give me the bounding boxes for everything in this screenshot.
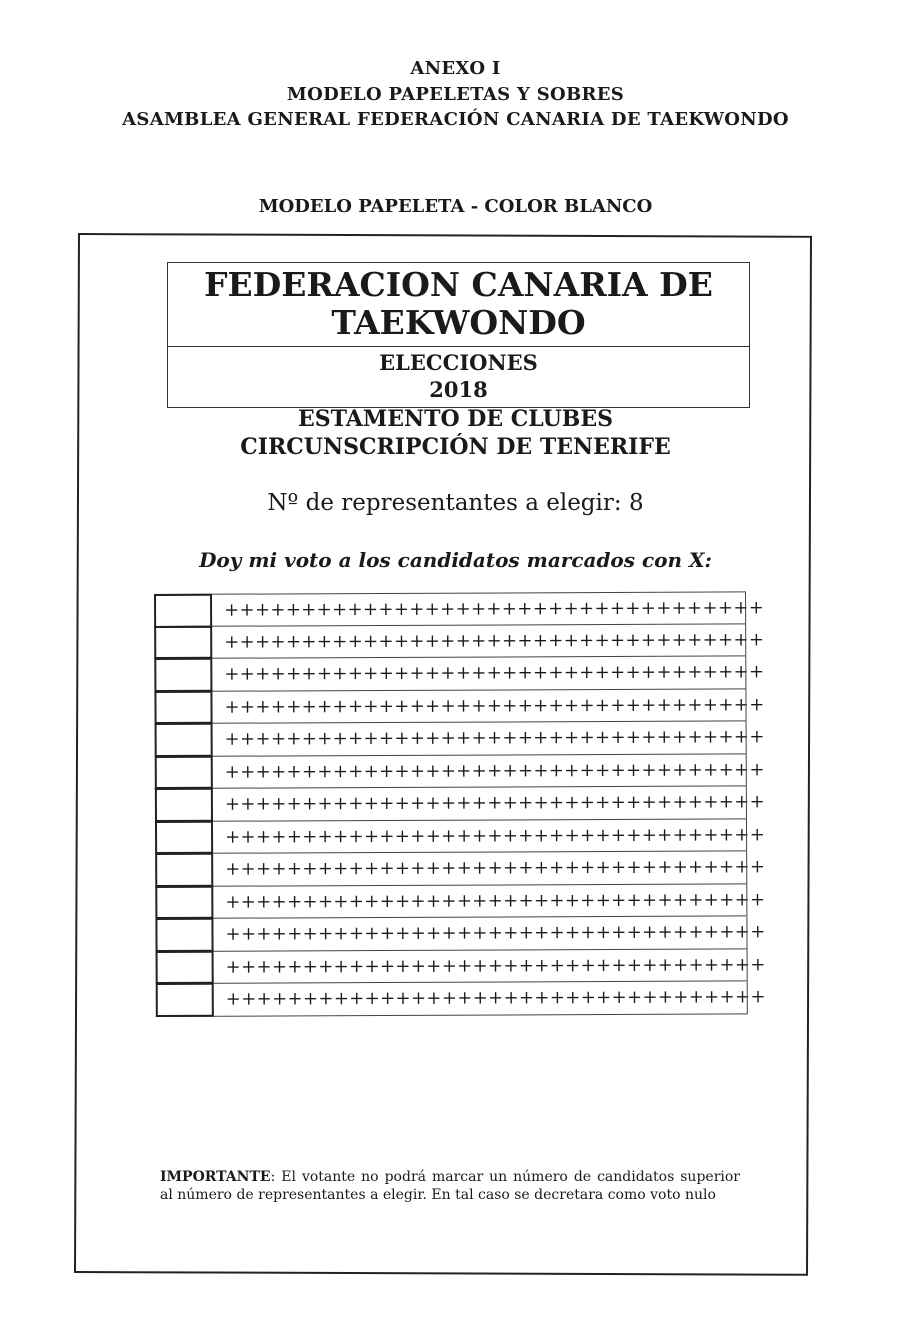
candidate-checkbox[interactable] [155,885,213,919]
federation-name [168,266,749,347]
assembly-title: ASAMBLEA GENERAL FEDERACIÓN CANARIA DE TAEKWONDO [122,109,789,130]
row-border [747,981,748,1013]
representatives-count: Nº de representantes a elegir: 8 [267,490,644,516]
candidate-checkbox[interactable] [154,690,212,724]
candidate-row [154,656,765,691]
row-border [747,949,748,981]
candidate-row [155,819,766,854]
row-border [746,884,747,916]
row-border [745,592,746,623]
row-border [746,754,747,786]
candidate-name: +++++++++++++++++++++++++++++++++++ [224,597,765,621]
candidate-name: +++++++++++++++++++++++++++++++++++ [224,758,765,783]
candidate-row [154,689,765,724]
circunscripcion-label: CIRCUNSCRIPCIÓN DE TENERIFE [240,434,671,460]
row-border [746,851,747,883]
candidate-name: +++++++++++++++++++++++++++++++++++ [225,953,766,978]
candidate-name: +++++++++++++++++++++++++++++++++++ [224,661,765,685]
row-border [746,819,747,851]
elections-block [168,349,749,403]
row-border [746,786,747,818]
federation-name-line1: FEDERACION CANARIA DE [204,265,713,304]
candidate-checkbox[interactable] [156,950,214,984]
ballot-title-box [167,262,750,408]
candidate-name: +++++++++++++++++++++++++++++++++++ [225,888,766,913]
candidate-row [155,884,766,919]
candidate-row [156,949,766,984]
vote-instruction: Doy mi voto a los candidatos marcados con X: [199,548,712,572]
annex-title: ANEXO I [410,58,501,79]
row-border [745,624,746,656]
candidate-row [155,786,766,821]
candidate-row [155,754,765,789]
important-notice [160,1168,740,1204]
candidate-checkbox[interactable] [155,820,213,854]
row-border [745,689,746,721]
row-border [746,721,747,753]
candidate-checkbox[interactable] [154,625,212,659]
candidate-name: +++++++++++++++++++++++++++++++++++ [224,791,766,815]
candidate-row [154,624,765,659]
candidate-name: +++++++++++++++++++++++++++++++++++ [225,921,766,945]
candidate-row [154,591,765,626]
candidate-checkbox[interactable] [155,788,213,822]
ballot-model-label: MODELO PAPELETA - COLOR BLANCO [258,196,653,217]
federation-name-line2: TAEKWONDO [331,303,586,342]
candidate-row [156,981,766,1016]
candidate-checkbox[interactable] [155,755,213,789]
candidate-name: +++++++++++++++++++++++++++++++++++ [224,693,765,718]
row-border [746,916,747,948]
elections-label: ELECCIONES [379,350,538,375]
candidate-name: +++++++++++++++++++++++++++++++++++ [224,726,765,750]
candidate-checkbox[interactable] [156,983,214,1017]
important-text: : El votante no podrá marcar un número de candidatos superior al número de representantes a elegir. En tal caso se decretara como voto nulo [160,1169,740,1203]
candidate-checkbox[interactable] [154,658,212,692]
candidate-checkbox[interactable] [155,853,213,887]
candidate-name: +++++++++++++++++++++++++++++++++++ [225,823,766,848]
candidate-name: +++++++++++++++++++++++++++++++++++ [225,856,766,880]
candidate-checkbox[interactable] [154,594,212,628]
estamento-label: ESTAMENTO DE CLUBES [297,406,614,432]
elections-year: 2018 [429,377,488,402]
candidate-row [155,721,765,756]
candidate-row [155,916,766,951]
candidate-list [154,591,766,1016]
important-label: IMPORTANTE [160,1169,271,1185]
candidate-checkbox[interactable] [155,723,213,757]
candidate-row [155,851,766,886]
candidate-checkbox[interactable] [155,918,213,952]
row-border [745,656,746,688]
candidate-name: +++++++++++++++++++++++++++++++++++ [224,628,765,653]
candidate-name: +++++++++++++++++++++++++++++++++++ [225,986,766,1010]
annex-subtitle: MODELO PAPELETAS Y SOBRES [286,84,625,105]
